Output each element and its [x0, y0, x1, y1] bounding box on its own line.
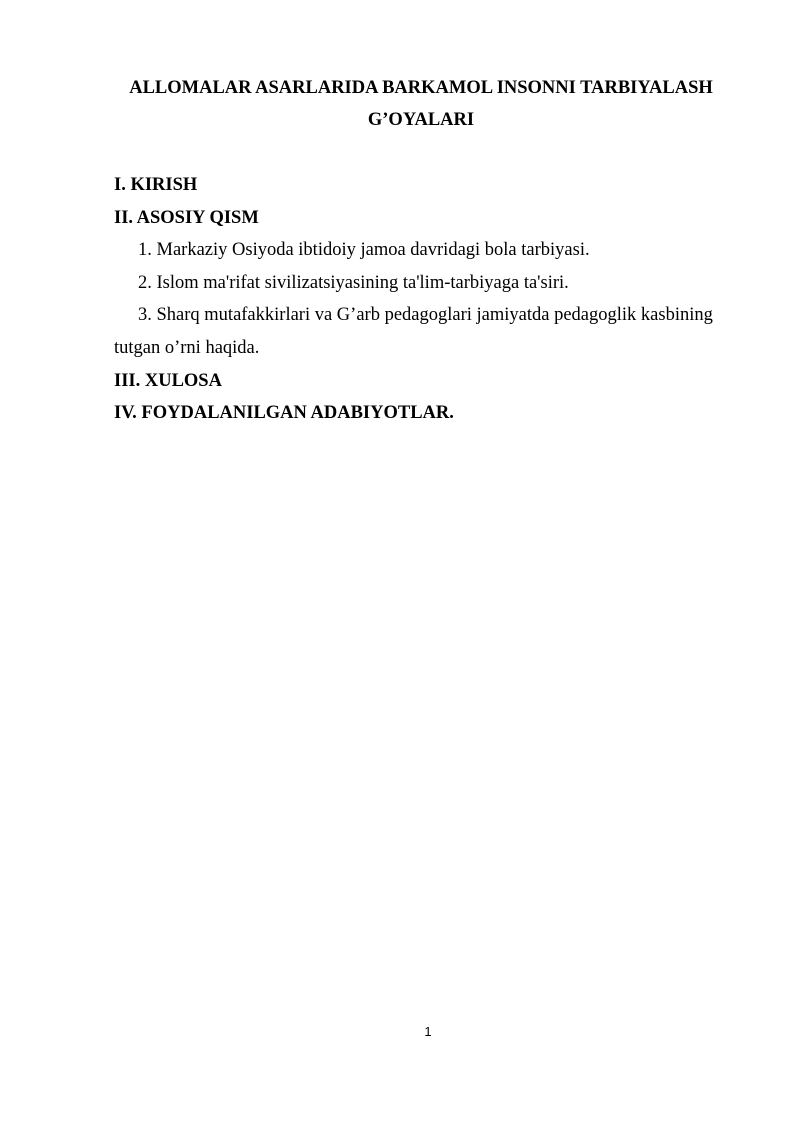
- section-main-part: II. ASOSIY QISM: [114, 207, 259, 228]
- section-conclusion: III. XULOSA: [114, 370, 222, 391]
- document-title: [114, 72, 728, 136]
- subsection-item-3-continuation: tutgan o’rni haqida.: [114, 337, 260, 358]
- title-line-1: ALLOMALAR ASARLARIDA BARKAMOL INSONNI TARBIYALASH: [129, 78, 713, 98]
- subsection-item-3: 3. Sharq mutafakkirlari va G’arb pedagoglari jamiyatda pedagoglik kasbining: [138, 305, 713, 326]
- table-of-contents: [114, 169, 728, 430]
- section-introduction: I. KIRISH: [114, 175, 198, 195]
- subsection-item-2: 2. Islom ma'rifat sivilizatsiyasining ta'lim-tarbiyaga ta'siri.: [138, 272, 569, 293]
- page-number: 1: [424, 1024, 432, 1039]
- section-references: IV. FOYDALANILGAN ADABIYOTLAR.: [114, 403, 454, 424]
- subsection-item-1: 1. Markaziy Osiyoda ibtidoiy jamoa davridagi bola tarbiyasi.: [138, 240, 590, 261]
- title-line-2: G’OYALARI: [367, 110, 475, 130]
